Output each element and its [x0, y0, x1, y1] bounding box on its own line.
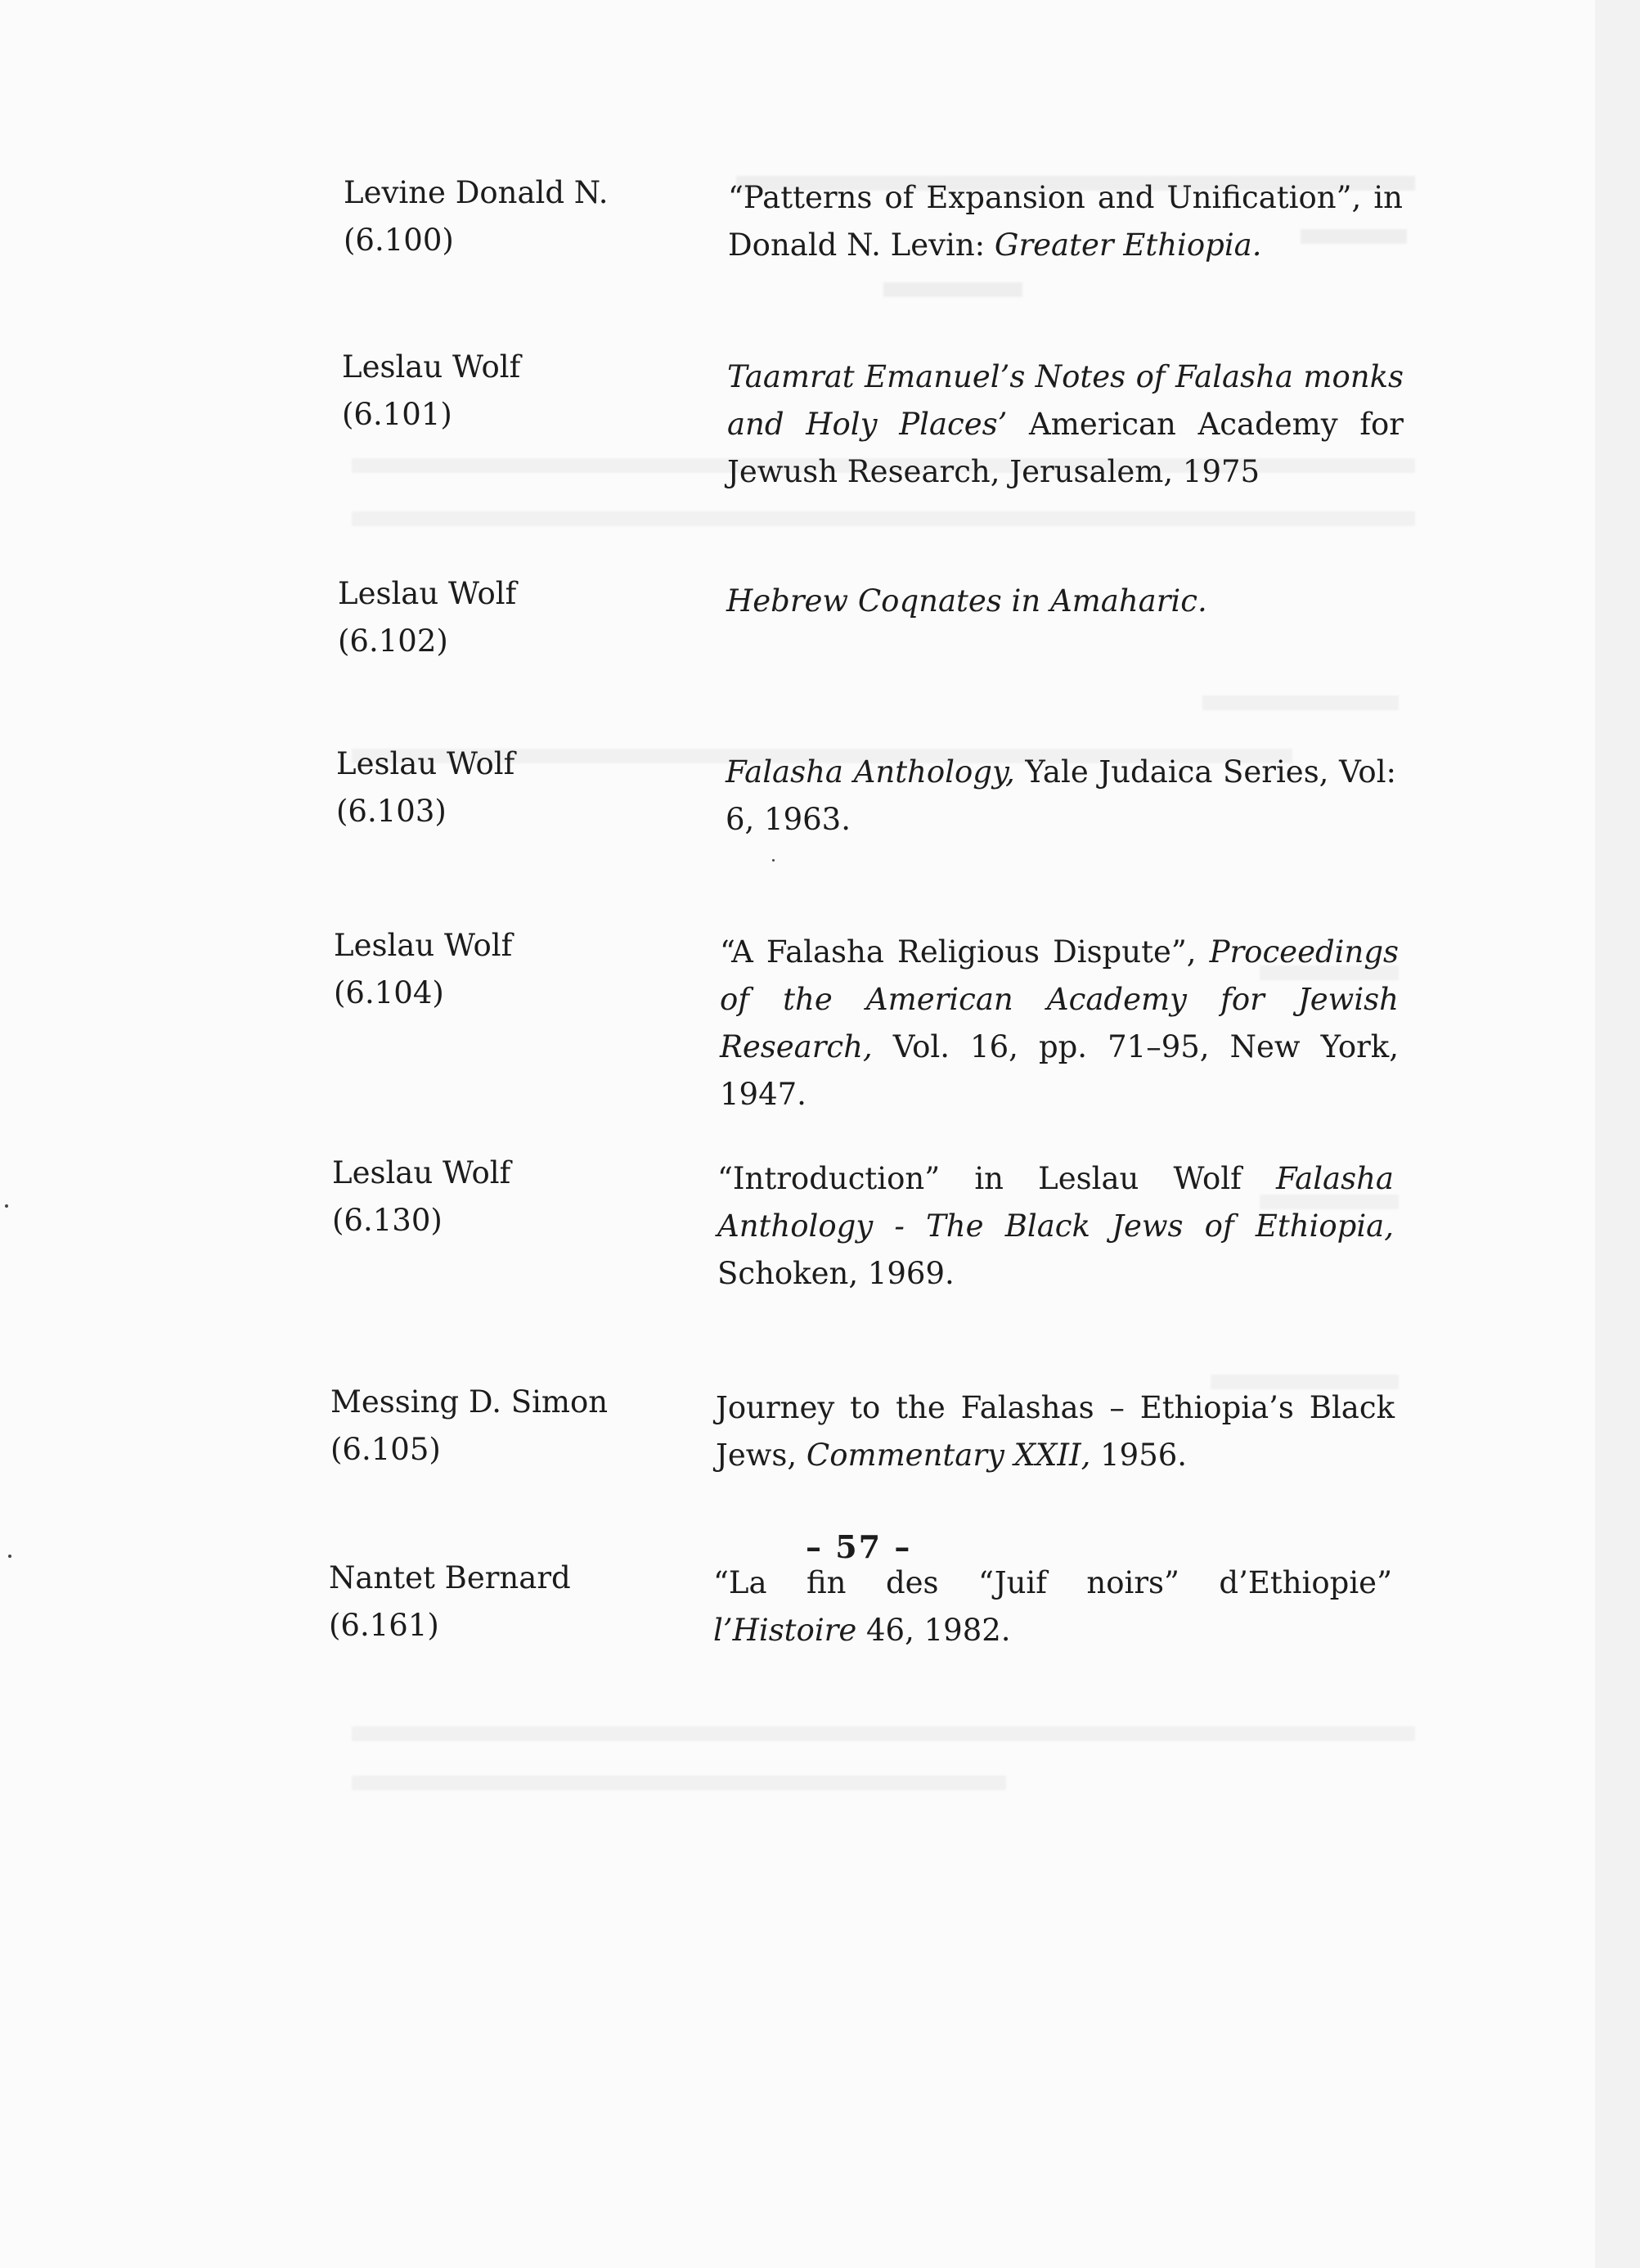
citation-part-italic: Greater Ethiopia. [994, 227, 1262, 263]
scan-edge [1595, 0, 1640, 2268]
citation-part: “Patterns of Expansion and Unification”, in Donald N. Levin: [728, 180, 1403, 263]
entry-code: (6.130) [332, 1203, 443, 1238]
citation-part: 1956. [1090, 1438, 1188, 1473]
entry-author-block [332, 1150, 659, 1244]
entry-code: (6.105) [330, 1432, 441, 1467]
citation-part: Yale Judaica Series, Vol: 6, 1963. [726, 754, 1396, 837]
citation-part: “A Falasha Religious Dispute”, [720, 934, 1210, 970]
entry-author-block [329, 1555, 656, 1649]
entry-author: Messing D. Simon [330, 1384, 609, 1420]
entry-citation [726, 578, 1403, 625]
scan-speck [772, 859, 775, 862]
citation-part: American Academy for Jewush Research, Jerusalem, 1975 [727, 407, 1404, 489]
citation-part-italic: Hebrew Coqnates in Amaharic. [726, 583, 1207, 619]
entry-citation [727, 353, 1404, 496]
entry-code: (6.104) [334, 975, 444, 1010]
citation-part: 46, 1982. [856, 1613, 1011, 1648]
citation-part-italic: Falasha Anthology, [726, 754, 1015, 790]
entry-author: Nantet Bernard [329, 1560, 571, 1595]
entry-citation [716, 1384, 1395, 1479]
entry-code: (6.161) [329, 1608, 439, 1643]
entry-author-block [344, 169, 671, 264]
entry-code: (6.103) [336, 794, 447, 829]
entry-citation [728, 174, 1403, 269]
entry-author: Levine Donald N. [344, 175, 609, 210]
entry-author: Leslau Wolf [338, 576, 517, 611]
citation-part: Journey to the Falashas – Ethiopia’s Black Jews, [716, 1390, 1395, 1473]
entry-code: (6.101) [342, 397, 452, 432]
entry-citation [726, 749, 1396, 844]
scan-speck [5, 1204, 8, 1208]
scan-speck [8, 1555, 11, 1558]
citation-part-italic: l’Histoire [713, 1613, 857, 1648]
citation-part: Vol. 16, pp. 71–95, New York, 1947. [720, 1029, 1399, 1112]
entry-citation [717, 1155, 1394, 1298]
entry-author-block [342, 344, 669, 439]
entry-code: (6.100) [344, 223, 454, 258]
citation-part-italic: Proceedings of the American Academy for Jewish Research, [720, 934, 1399, 1064]
citation-part: “La fin des “Juif noirs” d’Ethiopie” [713, 1565, 1392, 1600]
entry-author: Leslau Wolf [342, 349, 521, 385]
entry-citation [720, 929, 1399, 1118]
entry-citation [713, 1559, 1392, 1654]
entry-author: Leslau Wolf [332, 1155, 511, 1190]
entry-author-block [338, 570, 665, 665]
entry-author-block [336, 740, 663, 835]
entry-author-block [334, 922, 661, 1017]
entry-author: Leslau Wolf [336, 746, 515, 781]
citation-part: “Introduction” in Leslau Wolf [717, 1161, 1276, 1196]
citation-part-italic: Falasha Anthology - The Black Jews of Ethiopia, [717, 1161, 1394, 1244]
entry-author-block [330, 1379, 658, 1474]
citation-part-italic: Commentary XXII, [806, 1438, 1091, 1473]
entry-code: (6.102) [338, 623, 448, 659]
citation-part: Schoken, 1969. [717, 1256, 955, 1291]
page-number: – 57 – [806, 1528, 912, 1565]
citation-part-italic: Taamrat Emanuel’s Notes of Falasha monks and Holy Places’ [727, 359, 1404, 442]
entry-author: Leslau Wolf [334, 928, 513, 963]
